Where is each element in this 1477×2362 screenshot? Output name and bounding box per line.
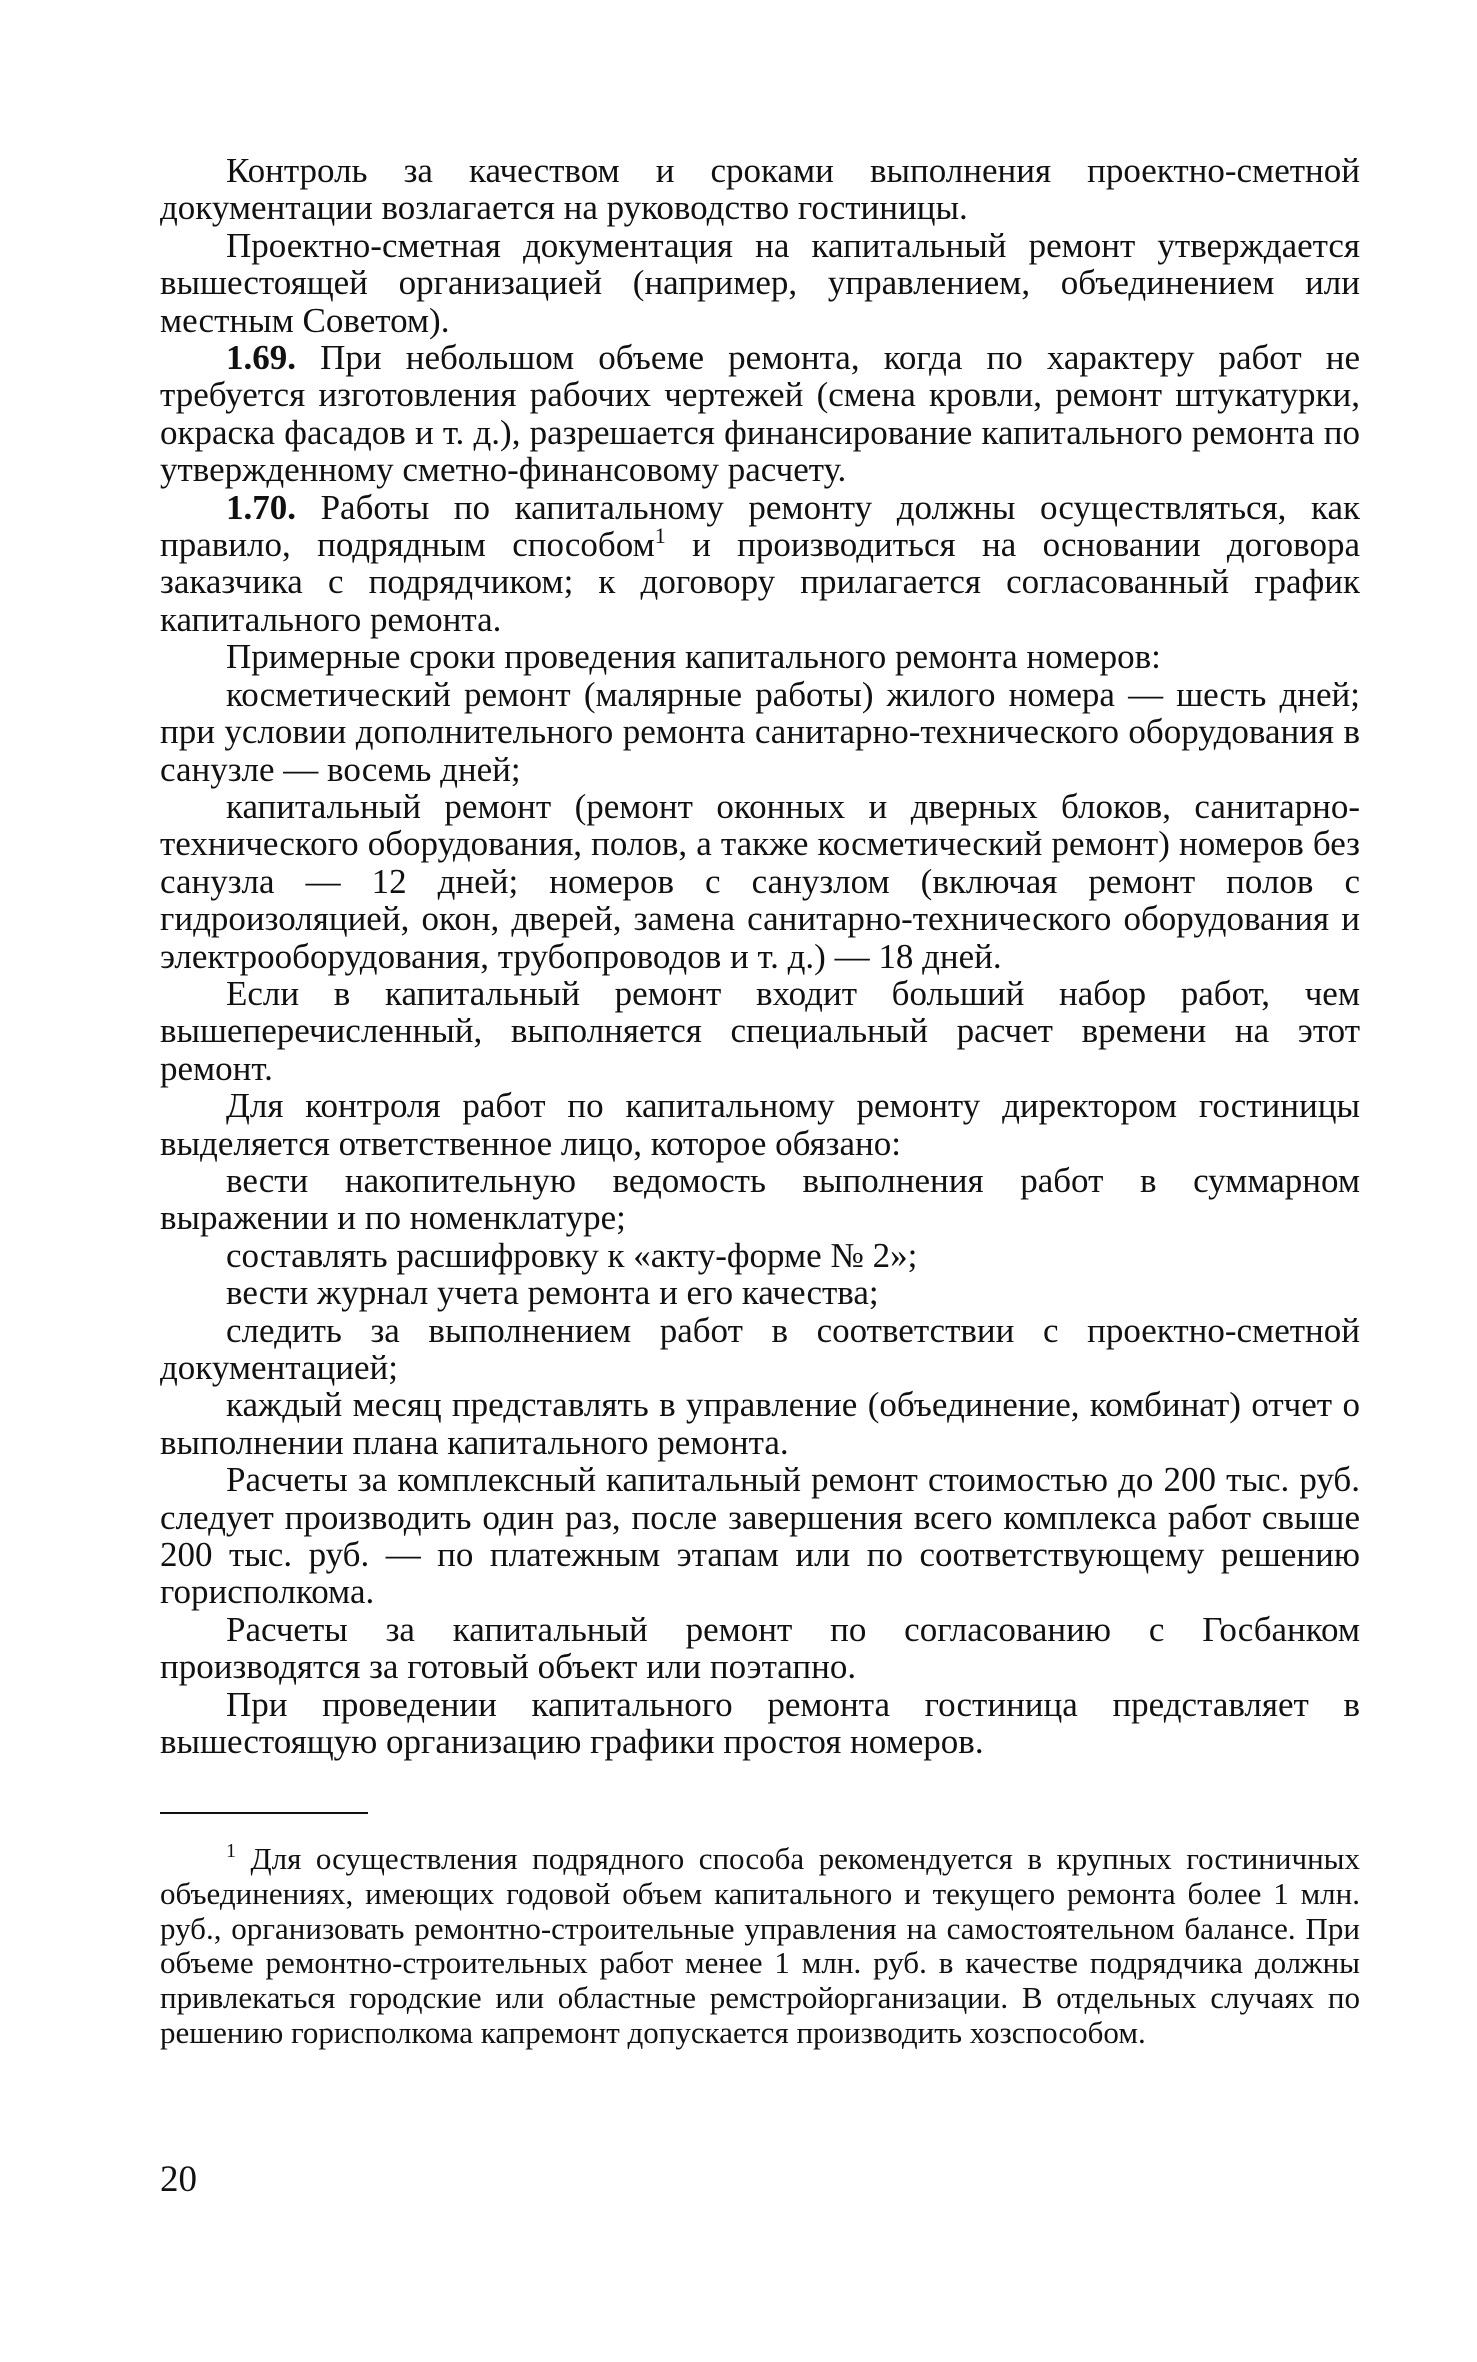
paragraph-extra-works: Если в капитальный ремонт входит больший набор работ, чем вышеперечисленный, выполняется специальный расчет времени на этот ремонт. <box>160 973 1360 1088</box>
paragraph-1-69 <box>160 339 1360 489</box>
paragraph-downtime-schedules: При проведении капитального ремонта гостиница представляет в вышестоящую организацию графики простоя номеров. <box>160 1684 1360 1762</box>
duty-item: составлять расшифровку к «акту-форме № 2»; <box>226 1235 918 1275</box>
clause-number: 1.70. <box>226 487 296 527</box>
duty-item: вести журнал учета ремонта и его качества; <box>226 1273 879 1313</box>
footnote-separator <box>160 1812 368 1814</box>
clause-text: Работы по капитальному ремонту должны осуществляться, как правило, подрядным способом <box>160 487 1360 565</box>
duty-item: вести накопительную ведомость выполнения работ в суммарном выражении и по номенклатуре; <box>160 1160 1360 1238</box>
paragraph-capital-repair: капитальный ремонт (ремонт оконных и дверных блоков, санитарно-технического оборудования, полов, а также косметический ремонт) номеров без санузла — 12 дней; номеров с санузлом (включая ремонт полов с гидроизоляцией, окон, дверей, замена санитарно-технического оборудования и электрооборудования, трубопроводов и т. д.) — 18 дней. <box>160 786 1360 976</box>
paragraph-cosmetic-repair: косметический ремонт (малярные работы) жилого номера — шесть дней; при условии дополнительного ремонта санитарно-технического оборудования в санузле — восемь дней; <box>160 674 1360 789</box>
duty-item: каждый месяц представлять в управление (объединение, комбинат) отчет о выполнении плана капитального ремонта. <box>160 1385 1360 1462</box>
page-number: 20 <box>160 2159 197 2200</box>
paragraph-quality-control: Контроль за качеством и сроками выполнения проектно-сметной документации возлагается на руководство гостиницы. <box>160 151 1360 228</box>
clause-text-continued: и производиться на основании договора заказчика с подрядчиком; к договору прилагается согласованный график капитального ремонта. <box>160 525 1361 639</box>
main-text <box>160 152 1360 1760</box>
footnote <box>160 1842 1360 2051</box>
paragraph-1-70 <box>160 489 1360 639</box>
paragraph-responsible-person: Для контроля работ по капитальному ремонту директором гостиницы выделяется ответственное лицо, которое обязано: <box>160 1086 1360 1163</box>
duty-item: следить за выполнением работ в соответствии с проектно-сметной документацией; <box>160 1310 1360 1387</box>
footnotes <box>160 1842 1360 2051</box>
footnote-reference: 1 <box>654 523 666 549</box>
clause-number: 1.69. <box>226 338 296 378</box>
footnote-text: Для осуществления подрядного способа рекомендуется в крупных гостиничных объединениях, имеющих годовой объем капитального и текущего ремонта более 1 млн. руб., организовать ремонтно-строительные управления на самостоятельном балансе. При объеме ремонтно-строительных работ менее 1 млн. руб. в качестве подрядчика должны привлекаться городские или областные ремстройорганизации. В отдельных случаях по решению горисполкома капремонт допускается производить хозспособом. <box>160 1841 1360 2050</box>
paragraph-settlements-complex: Расчеты за комплексный капитальный ремонт стоимостью до 200 тыс. руб. следует производить один раз, после завершения всего комплекса работ свыше 200 тыс. руб. — по платежным этапам или по соответствующему решению горисполкома. <box>160 1460 1360 1612</box>
clause-text: При небольшом объеме ремонта, когда по характеру работ не требуется изготовления рабочих чертежей (смена кровли, ремонт штукатурки, окраска фасадов и т. д.), разрешается финансирование капитального ремонта по утвержденному сметно-финансовому расчету. <box>160 338 1360 490</box>
paragraph-approval: Проектно-сметная документация на капитальный ремонт утверждается вышестоящей организацией (например, управлением, объединением или местным Советом). <box>160 225 1360 340</box>
paragraph-terms-intro: Примерные сроки проведения капитального ремонта номеров: <box>226 637 1161 677</box>
paragraph-settlements-gosbank: Расчеты за капитальный ремонт по согласованию с Госбанком производятся за готовый объект или поэтапно. <box>160 1609 1360 1687</box>
footnote-marker: 1 <box>226 1840 236 1862</box>
